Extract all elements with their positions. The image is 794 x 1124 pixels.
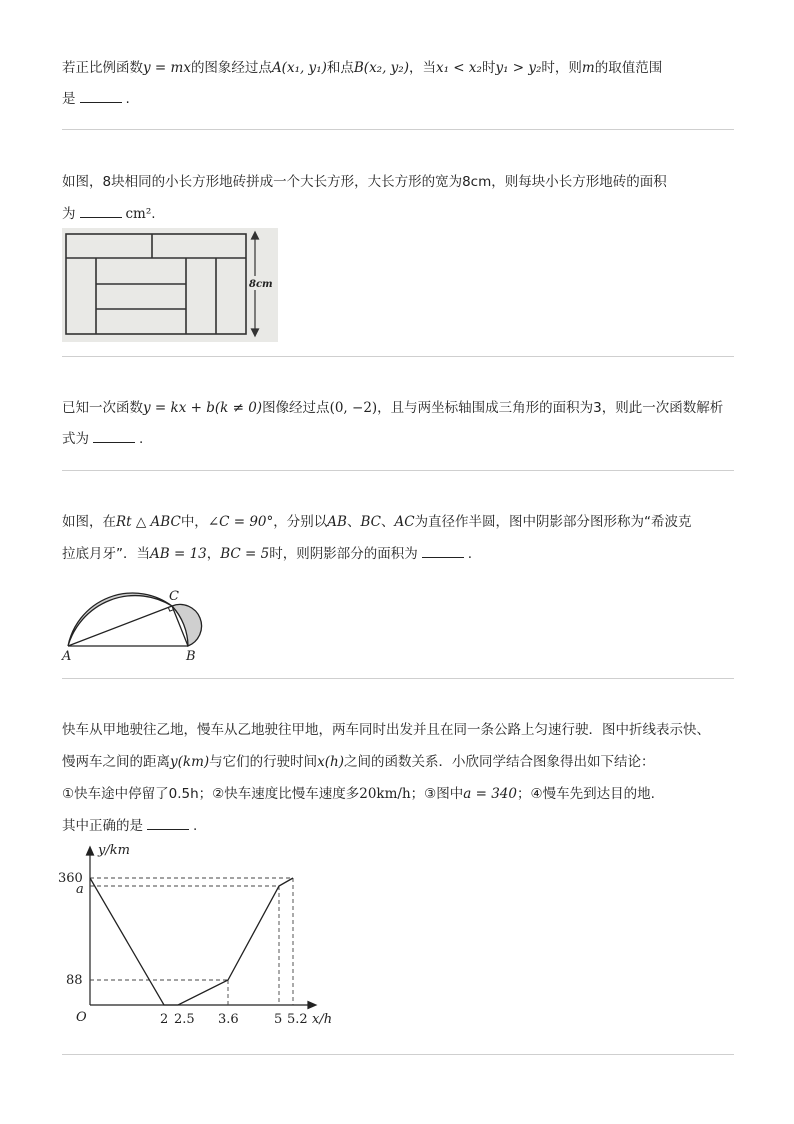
q4-text: 、 (346, 514, 361, 530)
answer-blank[interactable] (80, 90, 122, 103)
q4-math: AB (327, 514, 347, 530)
q3-text: . (139, 431, 144, 447)
q4-text: 时，则阴影部分的面积为 (269, 546, 418, 562)
q5-text: ；③图中 (410, 786, 464, 802)
q1-line-2 (62, 89, 130, 109)
q1-text: 是 (62, 91, 76, 107)
q1-text: 时，则 (541, 60, 582, 76)
q4-text: 为直径作半圆，图中阴影部分图形称为“希波克 (414, 514, 692, 530)
q5-text: 与它们的行驶时间 (209, 754, 318, 770)
separator (62, 356, 734, 357)
q5-math: x(h) (317, 754, 344, 770)
q5-line-1: 快车从甲地驶往乙地，慢车从乙地驶往甲地，两车同时出发并且在同一条公路上匀速行驶．图中折线表示快、 (62, 722, 710, 738)
q4-text: 拉底月牙”．当 (62, 546, 150, 562)
q1-text: 和点 (326, 60, 354, 76)
q4-math: BC (360, 514, 381, 530)
q3-text: ，且与两坐标轴围成三角形的面积为3，则此一次函数解析 (377, 400, 724, 416)
separator (62, 1054, 734, 1055)
q4-text: . (467, 546, 473, 562)
q4-text: ， (206, 546, 221, 562)
separator (62, 678, 734, 679)
q2-unit: cm² (125, 206, 152, 222)
label-c: C (169, 589, 179, 604)
answer-blank[interactable] (147, 817, 189, 830)
x-tick-2-5: 2.5 (174, 1012, 195, 1027)
label-a: A (62, 649, 72, 664)
q4-text: 中， (180, 514, 208, 530)
q4-math: AB = 13 (150, 546, 207, 562)
separator (62, 129, 734, 130)
q1-text: ，当 (408, 60, 436, 76)
q5-text: . (193, 818, 198, 834)
q4-math: ∠C = 90° (207, 514, 274, 530)
x-axis-label: x/h (312, 1012, 333, 1027)
answer-blank[interactable] (80, 205, 122, 218)
q5-line-2 (62, 752, 655, 772)
height-label: 8cm (249, 279, 273, 290)
answer-blank[interactable] (93, 430, 135, 443)
q5-math: 20km/h (359, 786, 411, 802)
separator (62, 470, 734, 471)
q4-text: ，分别以 (273, 514, 328, 530)
q2-text: 为 (62, 206, 76, 222)
q1-text: 时 (481, 60, 496, 76)
tile-figure (62, 228, 278, 342)
y-tick-a: a (76, 882, 84, 897)
q4-math: Rt △ ABC (116, 514, 181, 530)
q5-text: ①快车途中停留了0.5h；②快车速度比慢车速度多 (62, 786, 360, 802)
q5-line-4 (62, 816, 197, 836)
label-b: B (186, 649, 196, 664)
q5-line-3 (62, 784, 655, 804)
q3-text: 已知一次函数 (62, 400, 143, 416)
q1-math: A(x₁, y₁) (271, 60, 327, 76)
y-axis-arrow-icon (87, 847, 94, 855)
q5-math: y(km) (170, 754, 210, 770)
q1-math: y₁ > y₂ (495, 60, 542, 76)
origin-label: O (76, 1010, 87, 1025)
q1-text: . (125, 91, 130, 107)
q1-text: 的取值范围 (594, 60, 663, 76)
q5-text: 慢两车之间的距离 (62, 754, 170, 770)
shaded-lune-ac (68, 593, 172, 646)
q4-math: BC = 5 (220, 546, 270, 562)
q3-math: y = kx + b(k ≠ 0) (143, 400, 263, 416)
q1-line-1 (62, 58, 662, 78)
q3-line-2 (62, 429, 143, 449)
q4-math: AC (394, 514, 415, 530)
shaded-lune-bc (172, 604, 202, 646)
q1-text: 若正比例函数 (62, 60, 143, 76)
q4-text: 如图，在 (62, 514, 116, 530)
q5-text: 之间的函数关系．小欣同学结合图象得出如下结论： (344, 754, 655, 770)
q1-math: y = mx (143, 60, 191, 76)
q1-math: x₁ < x₂ (435, 60, 482, 76)
q4-line-2 (62, 544, 472, 564)
q1-math: m (581, 60, 595, 76)
x-tick-2: 2 (160, 1012, 169, 1027)
q5-math: a = 340 (463, 786, 517, 802)
q2-line-1: 如图，8块相同的小长方形地砖拼成一个大长方形，大长方形的宽为8cm，则每块小长方形地砖的面积 (62, 174, 667, 190)
distance-polyline (90, 878, 293, 1005)
q1-math: B(x₂, y₂) (353, 60, 409, 76)
q1-text: 的图象经过点 (190, 60, 272, 76)
lune-figure (58, 570, 218, 664)
q4-text: 、 (380, 514, 395, 530)
x-tick-5-2: 5.2 (287, 1012, 308, 1027)
distance-time-graph (58, 838, 348, 1030)
q5-text: 其中正确的是 (62, 818, 143, 834)
q3-math: (0, −2) (329, 400, 378, 416)
q3-text: 式为 (62, 431, 89, 447)
q2-line-2 (62, 204, 156, 224)
segment-ac (68, 606, 172, 646)
y-tick-360: 360 (58, 871, 83, 886)
x-axis-arrow-icon (308, 1002, 316, 1009)
x-tick-3-6: 3.6 (218, 1012, 239, 1027)
q5-text: ；④慢车先到达目的地. (516, 786, 655, 802)
y-tick-88: 88 (66, 973, 83, 988)
x-tick-5: 5 (274, 1012, 283, 1027)
q4-line-1 (62, 512, 692, 532)
q2-text: . (151, 206, 156, 222)
q3-text: 图像经过点 (262, 400, 330, 416)
answer-blank[interactable] (422, 545, 464, 558)
q3-line-1 (62, 398, 723, 418)
y-axis-label: y/km (98, 843, 130, 858)
